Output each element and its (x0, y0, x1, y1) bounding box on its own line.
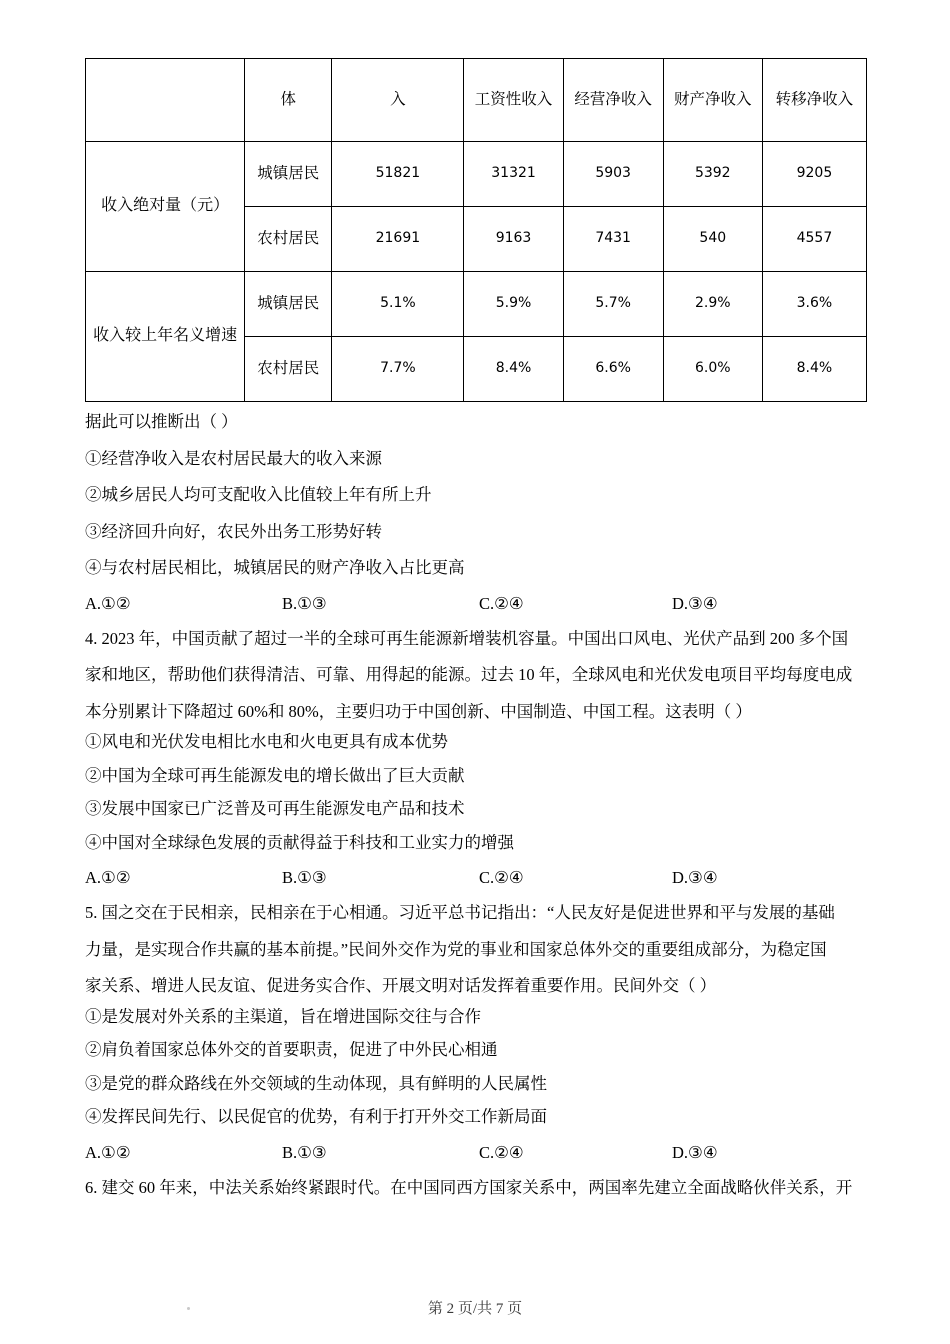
table-row (86, 272, 867, 337)
q3-item-4: ④与农村居民相比，城镇居民的财产净收入占比更高 (85, 558, 465, 577)
table-value-cell: 21691 (332, 207, 464, 272)
q3-option-d[interactable]: D.③④ (672, 593, 718, 613)
table-value-cell: 540 (663, 207, 762, 272)
table-value-cell: 7.7% (332, 337, 464, 402)
table-value-cell: 5.9% (464, 272, 563, 337)
table-subject-cell: 农村居民 (245, 337, 332, 402)
page-content (85, 58, 867, 1196)
q3-stem: 据此可以推断出（ ） (85, 412, 238, 431)
q5-option-b[interactable]: B.①③ (282, 1142, 327, 1162)
q3-item-2: ②城乡居民人均可支配收入比值较上年有所上升 (85, 485, 432, 504)
q5-paragraph-line-3: 家关系、增进人民友谊、促进务实合作、开展文明对话发挥着重要作用。民间外交（ ） (85, 976, 717, 995)
page-footer (0, 1297, 950, 1318)
q3-option-c[interactable]: C.②④ (479, 593, 524, 613)
table-group-label-1: 收入较上年名义增速 (86, 272, 245, 402)
table-value-cell: 3.6% (762, 272, 866, 337)
q3-item-3: ③经济回升向好，农民外出务工形势好转 (85, 521, 382, 541)
table-value-cell: 4557 (762, 207, 866, 272)
table-subject-cell: 城镇居民 (245, 272, 332, 337)
q5-paragraph-line-2: 力量，是实现合作共赢的基本前提。”民间外交作为党的事业和国家总体外交的重要组成部分，为稳定国 (85, 939, 827, 959)
table-row (86, 142, 867, 207)
q4-paragraph-line-2: 家和地区，帮助他们获得清洁、可靠、用得起的能源。过去 10 年，全球风电和光伏发电项目平均每度电成 (85, 665, 853, 684)
table-value-cell: 9163 (464, 207, 563, 272)
table-value-cell: 6.0% (663, 337, 762, 402)
q4-option-c[interactable]: C.②④ (479, 868, 524, 887)
q4-item-4: ④中国对全球绿色发展的贡献得益于科技和工业实力的增强 (85, 832, 514, 852)
q6-paragraph-line-1: 6. 建交 60 年来，中法关系始终紧跟时代。在中国同西方国家关系中，两国率先建立全面战略伙伴关系，开 (85, 1177, 853, 1197)
table-header-cell-4: 经营净收入 (563, 59, 663, 142)
q5-option-c[interactable]: C.②④ (479, 1142, 524, 1162)
q3-options (85, 594, 867, 614)
q5-item-4: ④发挥民间先行、以民促官的优势，有利于打开外交工作新局面 (85, 1107, 547, 1126)
q4-item-1: ①风电和光伏发电相比水电和火电更具有成本优势 (85, 732, 448, 751)
table-value-cell: 8.4% (464, 337, 563, 402)
q4-options (85, 868, 867, 888)
table-value-cell: 5.7% (563, 272, 663, 337)
q5-options (85, 1143, 867, 1163)
table-subject-cell: 城镇居民 (245, 142, 332, 207)
table-value-cell: 5903 (563, 142, 663, 207)
table-value-cell: 5392 (663, 142, 762, 207)
table-header-cell-5: 财产净收入 (663, 59, 762, 142)
table-header-row (86, 59, 867, 142)
q5-item-1: ①是发展对外关系的主渠道，旨在增进国际交往与合作 (85, 1006, 481, 1026)
table-value-cell: 7431 (563, 207, 663, 272)
q4-option-d[interactable]: D.③④ (672, 868, 718, 887)
q4-paragraph-line-3: 本分别累计下降超过 60%和 80%，主要归功于中国创新、中国制造、中国工程。这表明（ ） (85, 701, 752, 721)
table-header-cell-6: 转移净收入 (762, 59, 866, 142)
table-value-cell: 5.1% (332, 272, 464, 337)
q3-item-1: ①经营净收入是农村居民最大的收入来源 (85, 448, 382, 468)
table-value-cell: 6.6% (563, 337, 663, 402)
q5-option-d[interactable]: D.③④ (672, 1142, 718, 1162)
table-header-cell-0 (86, 59, 245, 142)
table-value-cell: 8.4% (762, 337, 866, 402)
income-data-table (85, 58, 867, 402)
q4-paragraph-line-1: 4. 2023 年，中国贡献了超过一半的全球可再生能源新增装机容量。中国出口风电、光伏产品到 200 多个国 (85, 628, 849, 648)
table-group-label-0: 收入绝对量（元） (86, 142, 245, 272)
q4-option-b[interactable]: B.①③ (282, 868, 327, 887)
q5-item-3: ③是党的群众路线在外交领域的生动体现，具有鲜明的人民属性 (85, 1073, 547, 1093)
q5-option-a[interactable]: A.①② (85, 1142, 131, 1162)
page-number-label: 第 2 页/共 7 页 (427, 1301, 523, 1317)
q5-paragraph-line-1: 5. 国之交在于民相亲，民相亲在于心相通。习近平总书记指出：“人民友好是促进世界和平与发展的基础 (85, 903, 835, 922)
table-header-cell-2: 入 (332, 59, 464, 142)
q4-item-2: ②中国为全球可再生能源发电的增长做出了巨大贡献 (85, 765, 465, 785)
table-value-cell: 9205 (762, 142, 866, 207)
table-header-cell-1: 体 (245, 59, 332, 142)
table-subject-cell: 农村居民 (245, 207, 332, 272)
table-value-cell: 31321 (464, 142, 563, 207)
q3-option-a[interactable]: A.①② (85, 593, 131, 613)
table-value-cell: 51821 (332, 142, 464, 207)
q5-item-2: ②肩负着国家总体外交的首要职责，促进了中外民心相通 (85, 1040, 498, 1059)
table-header-cell-3: 工资性收入 (464, 59, 563, 142)
q3-option-b[interactable]: B.①③ (282, 593, 327, 613)
q4-item-3: ③发展中国家已广泛普及可再生能源发电产品和技术 (85, 799, 465, 818)
table-value-cell: 2.9% (663, 272, 762, 337)
q4-option-a[interactable]: A.①② (85, 868, 131, 887)
